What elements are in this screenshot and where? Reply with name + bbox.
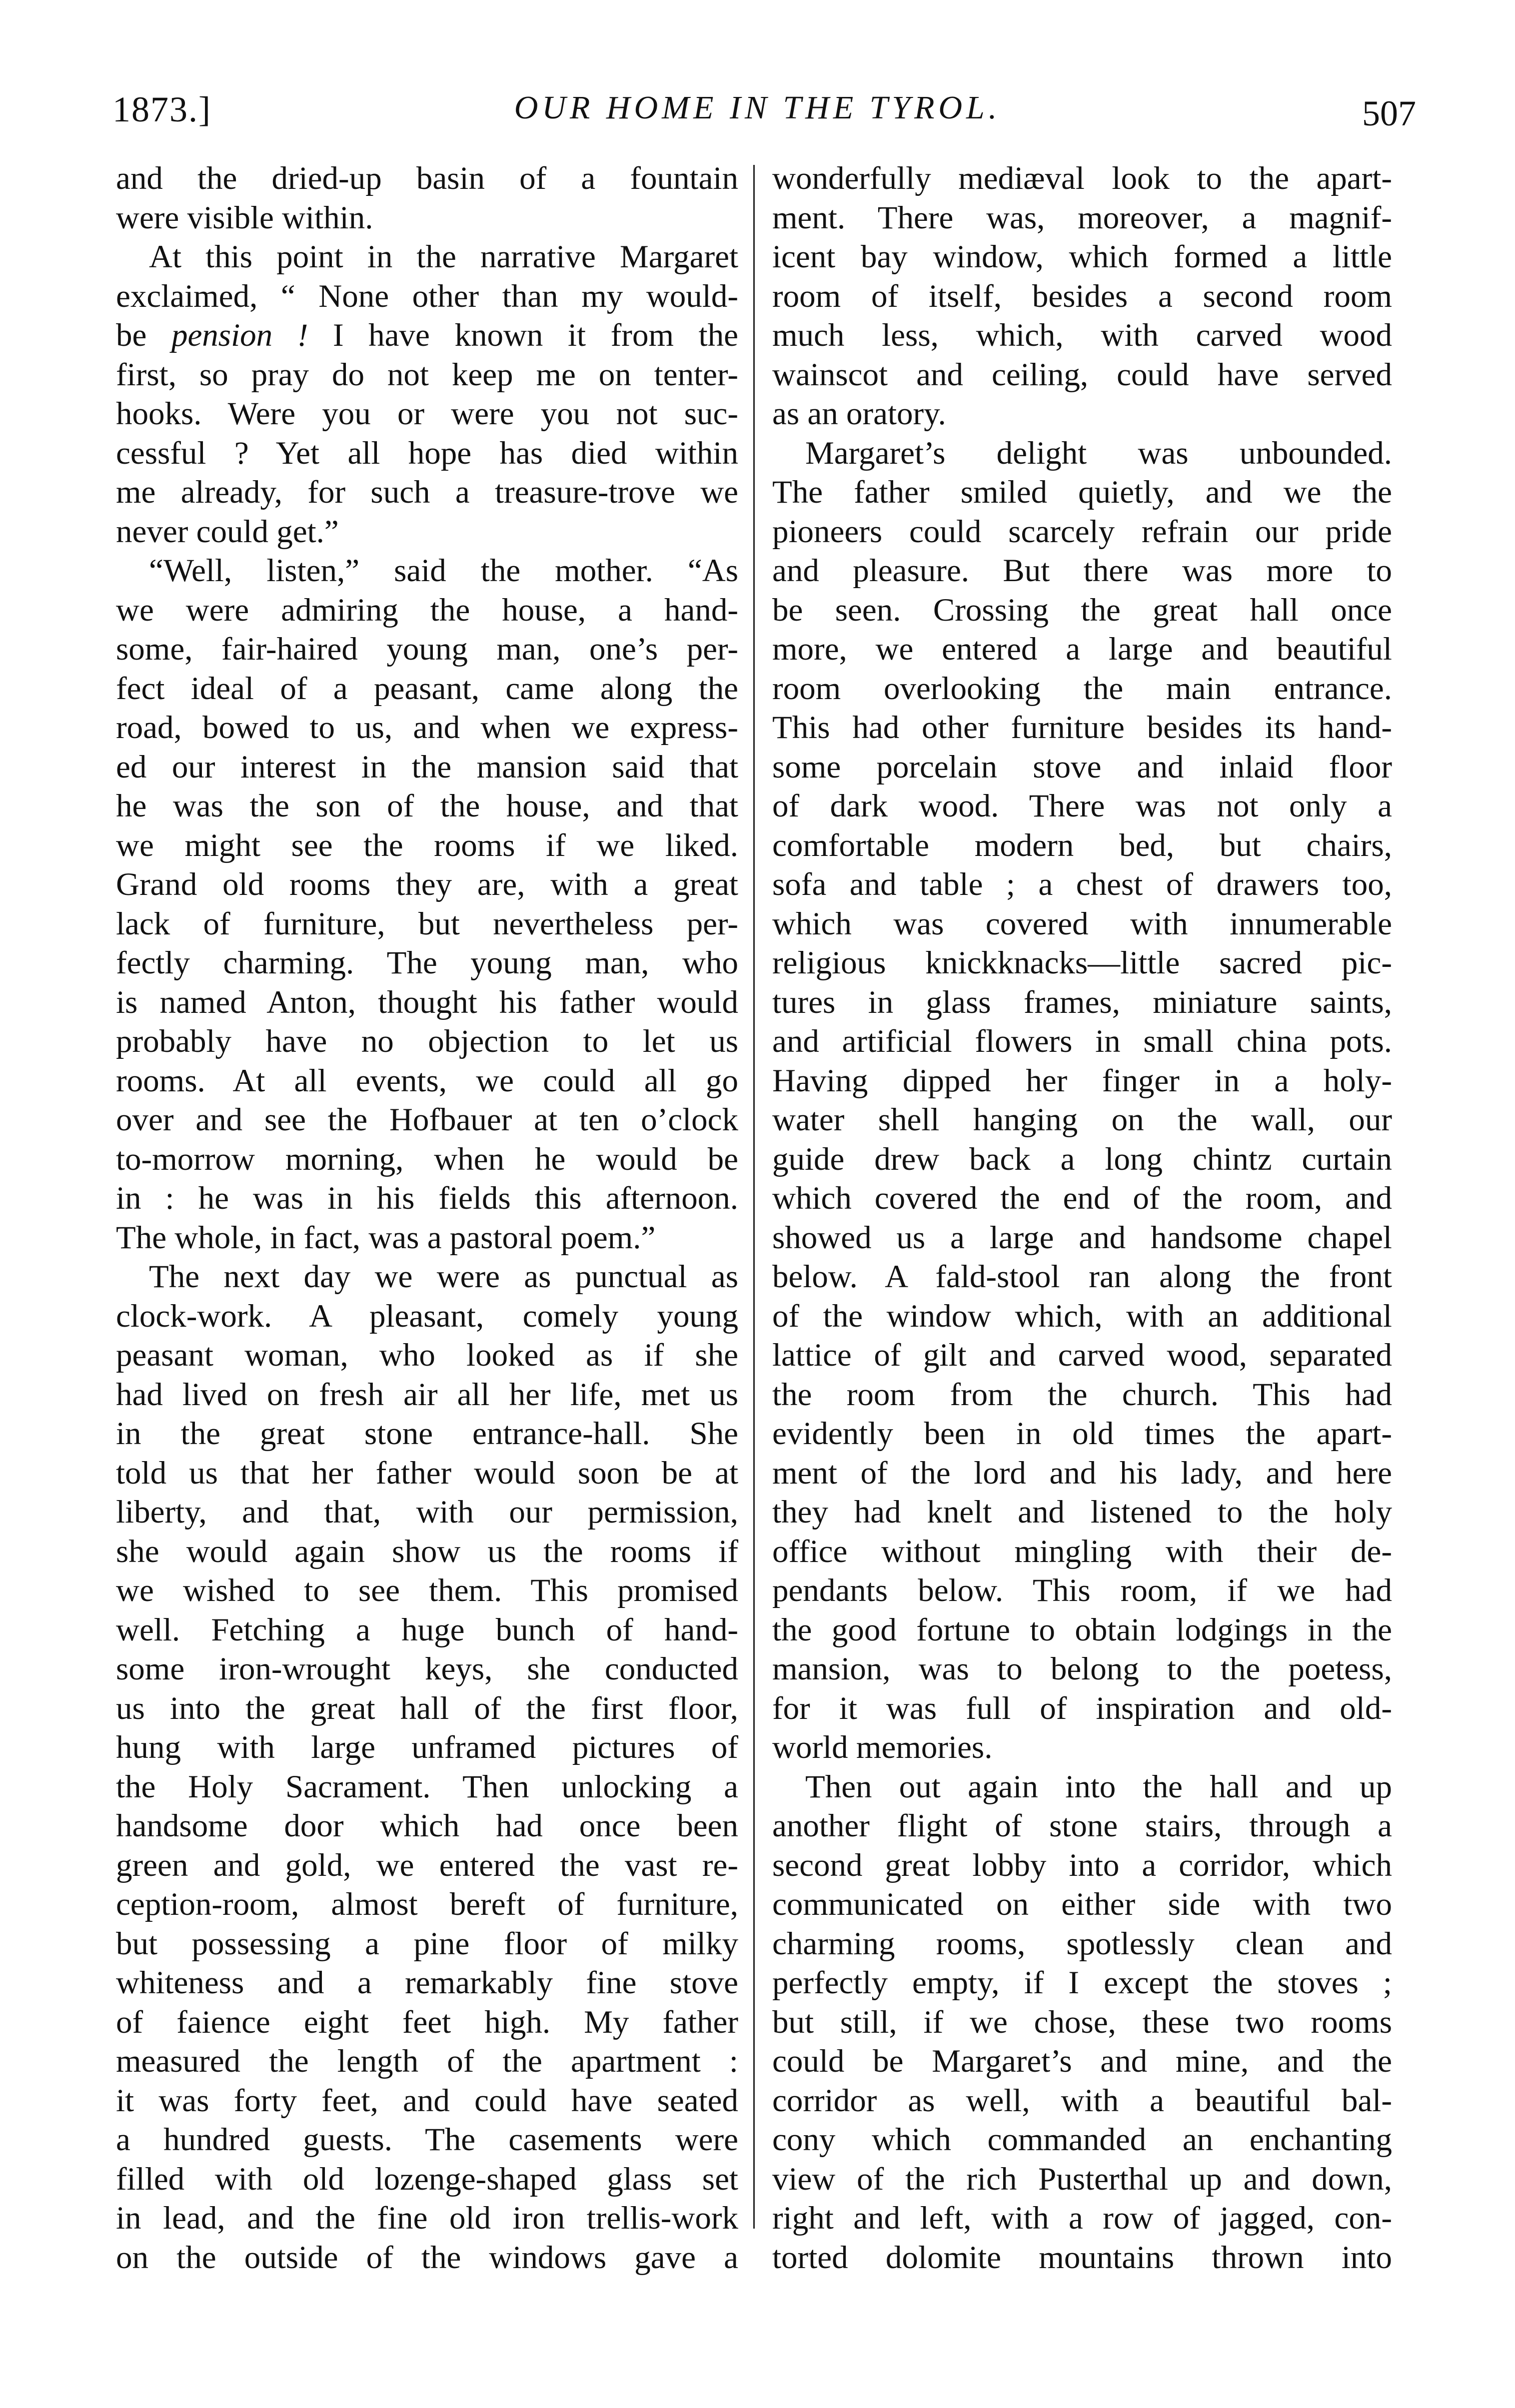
text-line: cessful ? Yet all hope has died within [116, 435, 738, 471]
text-line: tures in glass frames, miniature saints, [772, 984, 1392, 1020]
text-line: perfectly empty, if I except the stoves ; [772, 1965, 1392, 2001]
text-line: they had knelt and listened to the holy [772, 1494, 1392, 1530]
text-line: Margaret’s delight was unbounded. [805, 435, 1392, 471]
text-line: room overlooking the main entrance. [772, 670, 1392, 707]
text-line: lattice of gilt and carved wood, separated [772, 1337, 1392, 1373]
text-line: she would again show us the rooms if [116, 1533, 738, 1570]
text-line: mansion, was to belong to the poetess, [772, 1651, 1392, 1687]
text-line: below. A fald-stool ran along the front [772, 1259, 1392, 1295]
text-line: pendants below. This room, if we had [772, 1573, 1392, 1608]
text-line: ception-room, almost bereft of furniture, [116, 1886, 738, 1922]
text-line: torted dolomite mountains thrown into [772, 2239, 1392, 2276]
text-line: but possessing a pine floor of milky [116, 1925, 738, 1962]
text-line: peasant woman, who looked as if she [116, 1337, 738, 1373]
text-line: and artificial flowers in small china pots. [772, 1023, 1392, 1059]
header-year: 1873.] [112, 89, 211, 129]
text-line: had lived on fresh air all her life, met us [116, 1376, 738, 1413]
text-line: us into the great hall of the first floor, [116, 1690, 738, 1726]
text-line: “Well, listen,” said the mother. “As [149, 553, 738, 589]
text-line: second great lobby into a corridor, which [772, 1847, 1392, 1883]
text-line: in the great stone entrance-hall. She [116, 1416, 738, 1452]
text-line: The father smiled quietly, and we the [772, 474, 1392, 510]
running-header [0, 75, 1515, 135]
text-line: of faience eight feet high. My father [116, 2004, 738, 2040]
text-line: At this point in the narrative Margaret [149, 239, 738, 275]
text-line: charming rooms, spotlessly clean and [772, 1925, 1392, 1962]
text-line: The whole, in fact, was a pastoral poem.” [116, 1219, 656, 1256]
text-line: could be Margaret’s and mine, and the [772, 2043, 1392, 2079]
text-line: some iron-wrought keys, she conducted [116, 1651, 738, 1687]
text-line: The next day we were as punctual as [149, 1259, 738, 1295]
right-column [772, 159, 1392, 2277]
left-column [116, 159, 738, 2277]
text-line: water shell hanging on the wall, our [772, 1102, 1392, 1138]
text-line: This had other furniture besides its hand- [772, 710, 1392, 746]
text-line: we were admiring the house, a hand- [116, 592, 738, 628]
text-line: over and see the Hofbauer at ten o’clock [116, 1102, 738, 1138]
text-line: hooks. Were you or were you not suc- [116, 396, 738, 432]
text-line: told us that her father would soon be at [116, 1455, 738, 1491]
text-line: ed our interest in the mansion said that [116, 749, 738, 785]
text-line: comfortable modern bed, but chairs, [772, 827, 1392, 863]
text-line: communicated on either side with two [772, 1886, 1392, 1922]
text-line: road, bowed to us, and when we express- [116, 710, 738, 746]
text-line: which covered the end of the room, and [772, 1180, 1392, 1216]
text-line: cony which commanded an enchanting [772, 2122, 1392, 2158]
text-line: room of itself, besides a second room [772, 278, 1392, 314]
text-line: we wished to see them. This promised [116, 1573, 738, 1608]
text-line: evidently been in old times the apart- [772, 1416, 1392, 1452]
text-line: is named Anton, thought his father would [116, 984, 738, 1020]
text-line: we might see the rooms if we liked. [116, 827, 738, 863]
text-line: never could get.” [116, 513, 339, 550]
column-divider [753, 165, 755, 2229]
text-line: some, fair-haired young man, one’s per- [116, 631, 738, 667]
text-line: view of the rich Pusterthal up and down, [772, 2161, 1392, 2197]
text-line: which was covered with innumerable [772, 905, 1392, 942]
text-line: as an oratory. [772, 396, 946, 432]
text-line: rooms. At all events, we could all go [116, 1062, 738, 1099]
text-line: to-morrow morning, when he would be [116, 1141, 738, 1177]
text-line: he was the son of the house, and that [116, 788, 738, 824]
text-line: exclaimed, “ None other than my would- [116, 278, 738, 314]
text-line: whiteness and a remarkably fine stove [116, 1965, 738, 2001]
text-line: for it was full of inspiration and old- [772, 1690, 1392, 1726]
text-line: world memories. [772, 1729, 993, 1765]
text-line: hung with large unframed pictures of [116, 1729, 738, 1765]
text-line: filled with old lozenge-shaped glass set [116, 2161, 738, 2197]
text-line: fect ideal of a peasant, came along the [116, 670, 738, 707]
text-line: religious knickknacks—little sacred pic- [772, 945, 1392, 981]
text-line: corridor as well, with a beautiful bal- [772, 2082, 1392, 2119]
page-number: 507 [1362, 93, 1416, 133]
text-line: Grand old rooms they are, with a great [116, 866, 738, 902]
text-line: ment of the lord and his lady, and here [772, 1455, 1392, 1491]
text-line: a hundred guests. The casements were [116, 2122, 738, 2158]
text-line: on the outside of the windows gave a [116, 2239, 738, 2276]
text-line: the good fortune to obtain lodgings in the [772, 1611, 1392, 1648]
text-line: Having dipped her finger in a holy- [772, 1062, 1392, 1099]
text-line: icent bay window, which formed a little [772, 239, 1392, 275]
text-line: be seen. Crossing the great hall once [772, 592, 1392, 628]
text-line: liberty, and that, with our permission, [116, 1494, 738, 1530]
text-line: showed us a large and handsome chapel [772, 1219, 1392, 1256]
text-line: right and left, with a row of jagged, con- [772, 2200, 1392, 2236]
text-line: much less, which, with carved wood [772, 317, 1392, 353]
text-line: pioneers could scarcely refrain our pride [772, 513, 1392, 550]
text-line: wainscot and ceiling, could have served [772, 356, 1392, 393]
text-line: ment. There was, moreover, a magnif- [772, 199, 1392, 236]
text-line: of dark wood. There was not only a [772, 788, 1392, 824]
text-line: sofa and table ; a chest of drawers too, [772, 866, 1392, 902]
text-line: in : he was in his fields this afternoon. [116, 1180, 738, 1216]
text-line: were visible within. [116, 199, 373, 236]
text-line: clock-work. A pleasant, comely young [116, 1298, 738, 1334]
text-line: me already, for such a treasure-trove we [116, 474, 738, 510]
italic-word: pension ! [171, 317, 308, 353]
text-line: but still, if we chose, these two rooms [772, 2004, 1392, 2040]
text-line: Then out again into the hall and up [805, 1768, 1392, 1805]
text-line: be pension ! I have known it from the [116, 317, 738, 353]
text-line: probably have no objection to let us [116, 1023, 738, 1059]
text-line: another flight of stone stairs, through a [772, 1808, 1392, 1844]
text-line: measured the length of the apartment : [116, 2043, 738, 2079]
text-line: first, so pray do not keep me on tenter- [116, 356, 738, 393]
text-line: office without mingling with their de- [772, 1533, 1392, 1570]
text-line: the Holy Sacrament. Then unlocking a [116, 1768, 738, 1805]
text-line: lack of furniture, but nevertheless per- [116, 905, 738, 942]
text-line: green and gold, we entered the vast re- [116, 1847, 738, 1883]
text-line: wonderfully mediæval look to the apart- [772, 160, 1392, 196]
text-line: fectly charming. The young man, who [116, 945, 738, 981]
text-line: of the window which, with an additional [772, 1298, 1392, 1334]
text-line: it was forty feet, and could have seated [116, 2082, 738, 2119]
text-line: the room from the church. This had [772, 1376, 1392, 1413]
text-line: in lead, and the fine old iron trellis-work [116, 2200, 738, 2236]
text-line: more, we entered a large and beautiful [772, 631, 1392, 667]
text-line: some porcelain stove and inlaid floor [772, 749, 1392, 785]
text-line: handsome door which had once been [116, 1808, 738, 1844]
text-line: well. Fetching a huge bunch of hand- [116, 1611, 738, 1648]
text-line: and the dried-up basin of a fountain [116, 160, 738, 196]
text-line: guide drew back a long chintz curtain [772, 1141, 1392, 1177]
text-line: and pleasure. But there was more to [772, 553, 1392, 589]
header-title: OUR HOME IN THE TYROL. [514, 89, 1001, 126]
